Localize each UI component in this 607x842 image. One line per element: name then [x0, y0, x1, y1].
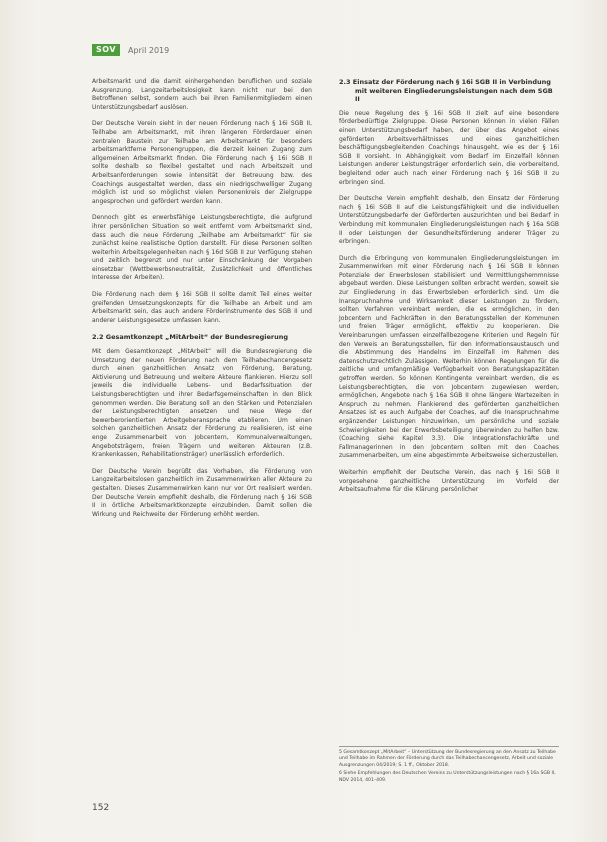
footnote-5: 5 Gesamtkonzept „MitArbeit“ – Unterstützung der Bundesregierung an den Ansatz zu Teilhabe und Teilhabe im Rahmen der Förderung durch das Teilhabechancengesetz, Arbeit und soziale Ausgrenzungen 04/2019; S. 1 ff., Oktober 2018.	[339, 750, 556, 768]
paragraph: Die neue Regelung des § 16i SGB II zielt auf eine besondere förderbedürftige Zielgruppe. Diese Personen können in vielen Fällen einen Unterstützungsbedarf haben, der über das Angebot eines geförderten Arbeitsverhältnisses und eines ganzheitlichen beschäftigungsbegleitenden Coachings hinausgeht, wie es der § 16i SGB II vorsieht. In Abhängigkeit vom Bedarf im Einzelfall können Leistungen anderer Leistungsträger erforderlich sein, die vorbereitend, begleitend oder auch nach einer Förderung nach § 16i SGB II zu erbringen sind.	[339, 109, 559, 186]
left-column	[92, 78, 312, 527]
paragraph: Weiterhin empfiehlt der Deutsche Verein, das nach § 16i SGB II vorgesehene ganzheitliche Unterstützung im Vorfeld der Arbeitsaufnahme für die Klärung persönlicher	[339, 468, 559, 494]
section-heading-2-2: 2.2 Gesamtkonzept „MitArbeit“ der Bundesregierung	[92, 333, 289, 342]
paragraph: Dennoch gibt es erwerbsfähige Leistungsberechtigte, die aufgrund ihrer persönlichen Situation so weit entfernt vom Arbeitsmarkt sind, dass auch die neue Förderung „Teilhabe am Arbeitsmarkt“ für sie zunächst keine realistische Option darstellt. Für diese Personen sollten weiterhin Arbeitsgelegenheiten nach § 16d SGB II zur Verfügung stehen und zeitlich begrenzt und nur unter Einschränkung der Vorgaben einsetzbar (Wettbewerbsneutralität, Zusätzlichkeit und öffentliches Interesse der Arbeiten).	[92, 214, 312, 282]
paragraph: Der Deutsche Verein begrüßt das Vorhaben, die Förderung von Langzeitarbeitslosen ganzheitlich im Zusammenwirken aller Akteure zu gestalten. Dieses Zusammenwirken kann nur vor Ort realisiert werden. Der Deutsche Verein empfiehlt deshalb, die Förderung nach § 16i SGB II in örtliche Arbeitsmarktkonzepte einzubinden. Damit sollen die Wirkung und Reichweite der Förderung erhöht werden.	[92, 467, 312, 518]
issue-date: April 2019	[128, 45, 170, 55]
paragraph: Arbeitsmarkt und die damit einhergehenden beruflichen und soziale Ausgrenzung. Langzeitarbeitslosigkeit kann nicht nur bei den Betroffenen selbst, sondern auch bei ihren Familienmitgliedern einen Unterstützungsbedarf auslösen.	[92, 78, 312, 111]
footnote-6: 6 Siehe Empfehlungen des Deutschen Vereins zu Unterstützungsleistungen nach § 16a SGB II, NDV 2014, 401–409.	[339, 771, 556, 783]
paragraph: Durch die Erbringung von kommunalen Eingliederungsleistungen im Zusammenwirken mit einer Förderung nach § 16i SGB II können Potenziale der Erwerbslosen stabilisiert und Vermittlungshemmnisse abgebaut werden. Diese Leistungen sollten erbracht werden, soweit sie zur Eingliederung in das Erwerbsleben erforderlich sind. Um die Inanspruchnahme und Wirksamkeit dieser Leistungen zu fördern, sollten Verfahren vereinbart werden, die es ermöglichen, in den Jobcentern und Fachkräften in den Beratungsstellen der Kommunen und freien Träger ermöglicht, effektiv zu kooperieren. Die Vereinbarungen umfassen einzelfallbezogene Kriterien und Regeln für den Verweis an Beratungsstellen, für den Informationsaustausch und die Abstimmung des Handelns im Einzelfall im Rahmen des datenschutzrechtlich Zulässigen. Weiterhin können Regelungen für die zeitliche und umfangmäßige Verfügbarkeit von Beratungskapazitäten getroffen werden. So können Kontingente vereinbart werden, die es Leistungsberechtigten, die von Jobcentern zugewiesen werden, ermöglichen, Angebote nach § 16a SGB II ohne längere Wartezeiten in Anspruch zu nehmen. Flankierend des geförderten ganzheitlichen Ansatzes ist es auch Aufgabe der Coaches, auf die Inanspruchnahme ergänzender Leistungen hinzuwirken, um persönliche und soziale Schwierigkeiten bei der Erwerbsbeteiligung überwinden zu helfen bzw. (Coaching siehe Kapitel 3.3). Die Integrationsfachkräfte und Fallmanagerinnen in den Jobcentern sollten mit den Coaches zusammenarbeiten, um eine abgestimmte Arbeitsweise sicherzustellen.	[339, 254, 559, 460]
right-column	[339, 78, 559, 503]
section-heading-2-3: 2.3 Einsatz der Förderung nach § 16i SGB II in Verbindung mit weiteren Eingliederungsleistungen nach dem SGB II	[339, 78, 553, 104]
publisher-logo: SOV	[92, 44, 120, 56]
page-header	[92, 44, 169, 56]
paragraph: Mit dem Gesamtkonzept „MitArbeit“ will die Bundesregierung die Umsetzung der neuen Förderung nach dem Teilhabechancengesetz durch einen ganzheitlichen Ansatz von Förderung, Beratung, Aktivierung und Betreuung und weitere Akteure flankieren. Hierzu soll jeweils die individuelle Lebens- und Bedarfssituation der Leistungsberechtigten und ihrer Bedarfsgemeinschaften in den Blick genommen werden. Die Beratung soll an den Stärken und Potenzialen der Leistungsberechtigten ansetzen und neue Wege der bewerberorientierten Arbeitgeberansprache etablieren. Um einen solchen ganzheitlichen Ansatz der Förderung zu realisieren, ist eine enge Zusammenarbeit von Jobcentern, Kommunalverwaltungen, Angebotsträgern, freien Trägern und weiteren Akteuren (z.B. Krankenkassen, Rehabilitationsträger) unerlässlich erforderlich.	[92, 348, 312, 459]
paragraph: Der Deutsche Verein sieht in der neuen Förderung nach § 16i SGB II, Teilhabe am Arbeitsmarkt, mit ihren längeren Förderdauer einen zentralen Baustein zur Teilhabe am Arbeitsmarkt für besonders arbeitsmarktferne Personengruppen, die derzeit keinen Zugang zum allgemeinen Arbeitsmarkt finden. Die Förderung nach § 16i SGB II sollte deshalb so flexibel gestaltet und nach Arbeitszeit und Arbeitsanforderungen sowie intensität der Betreuung bzw. des Coachings ausgestaltet werden, dass ein niedrigschwelliger Zugang möglich ist und so möglichst vielen Personenkreis der Zielgruppe angesprochen und gefördert werden kann.	[92, 120, 312, 205]
page-number: 152	[92, 803, 110, 813]
paragraph: Der Deutsche Verein empfiehlt deshalb, den Einsatz der Förderung nach § 16i SGB II auf die Leistungsfähigkeit und die individuellen Unterstützungsbedarfe der Geförderten auszurichten und bei Bedarf in Verbindung mit kommunalen Eingliederungsleistungen nach § 16a SGB II oder Leistungen der Gesundheitsförderung anderer Träger zu erbringen.	[339, 195, 559, 246]
paragraph: Die Förderung nach dem § 16i SGB II sollte damit Teil eines weiter greifenden Umsetzungskonzepts für die Teilhabe an Arbeit und am Arbeitsmarkt sein, das auch andere Förderinstrumente des SGB II und anderer Leistungsgesetze umfassen kann.	[92, 291, 312, 324]
footnotes	[339, 746, 559, 786]
